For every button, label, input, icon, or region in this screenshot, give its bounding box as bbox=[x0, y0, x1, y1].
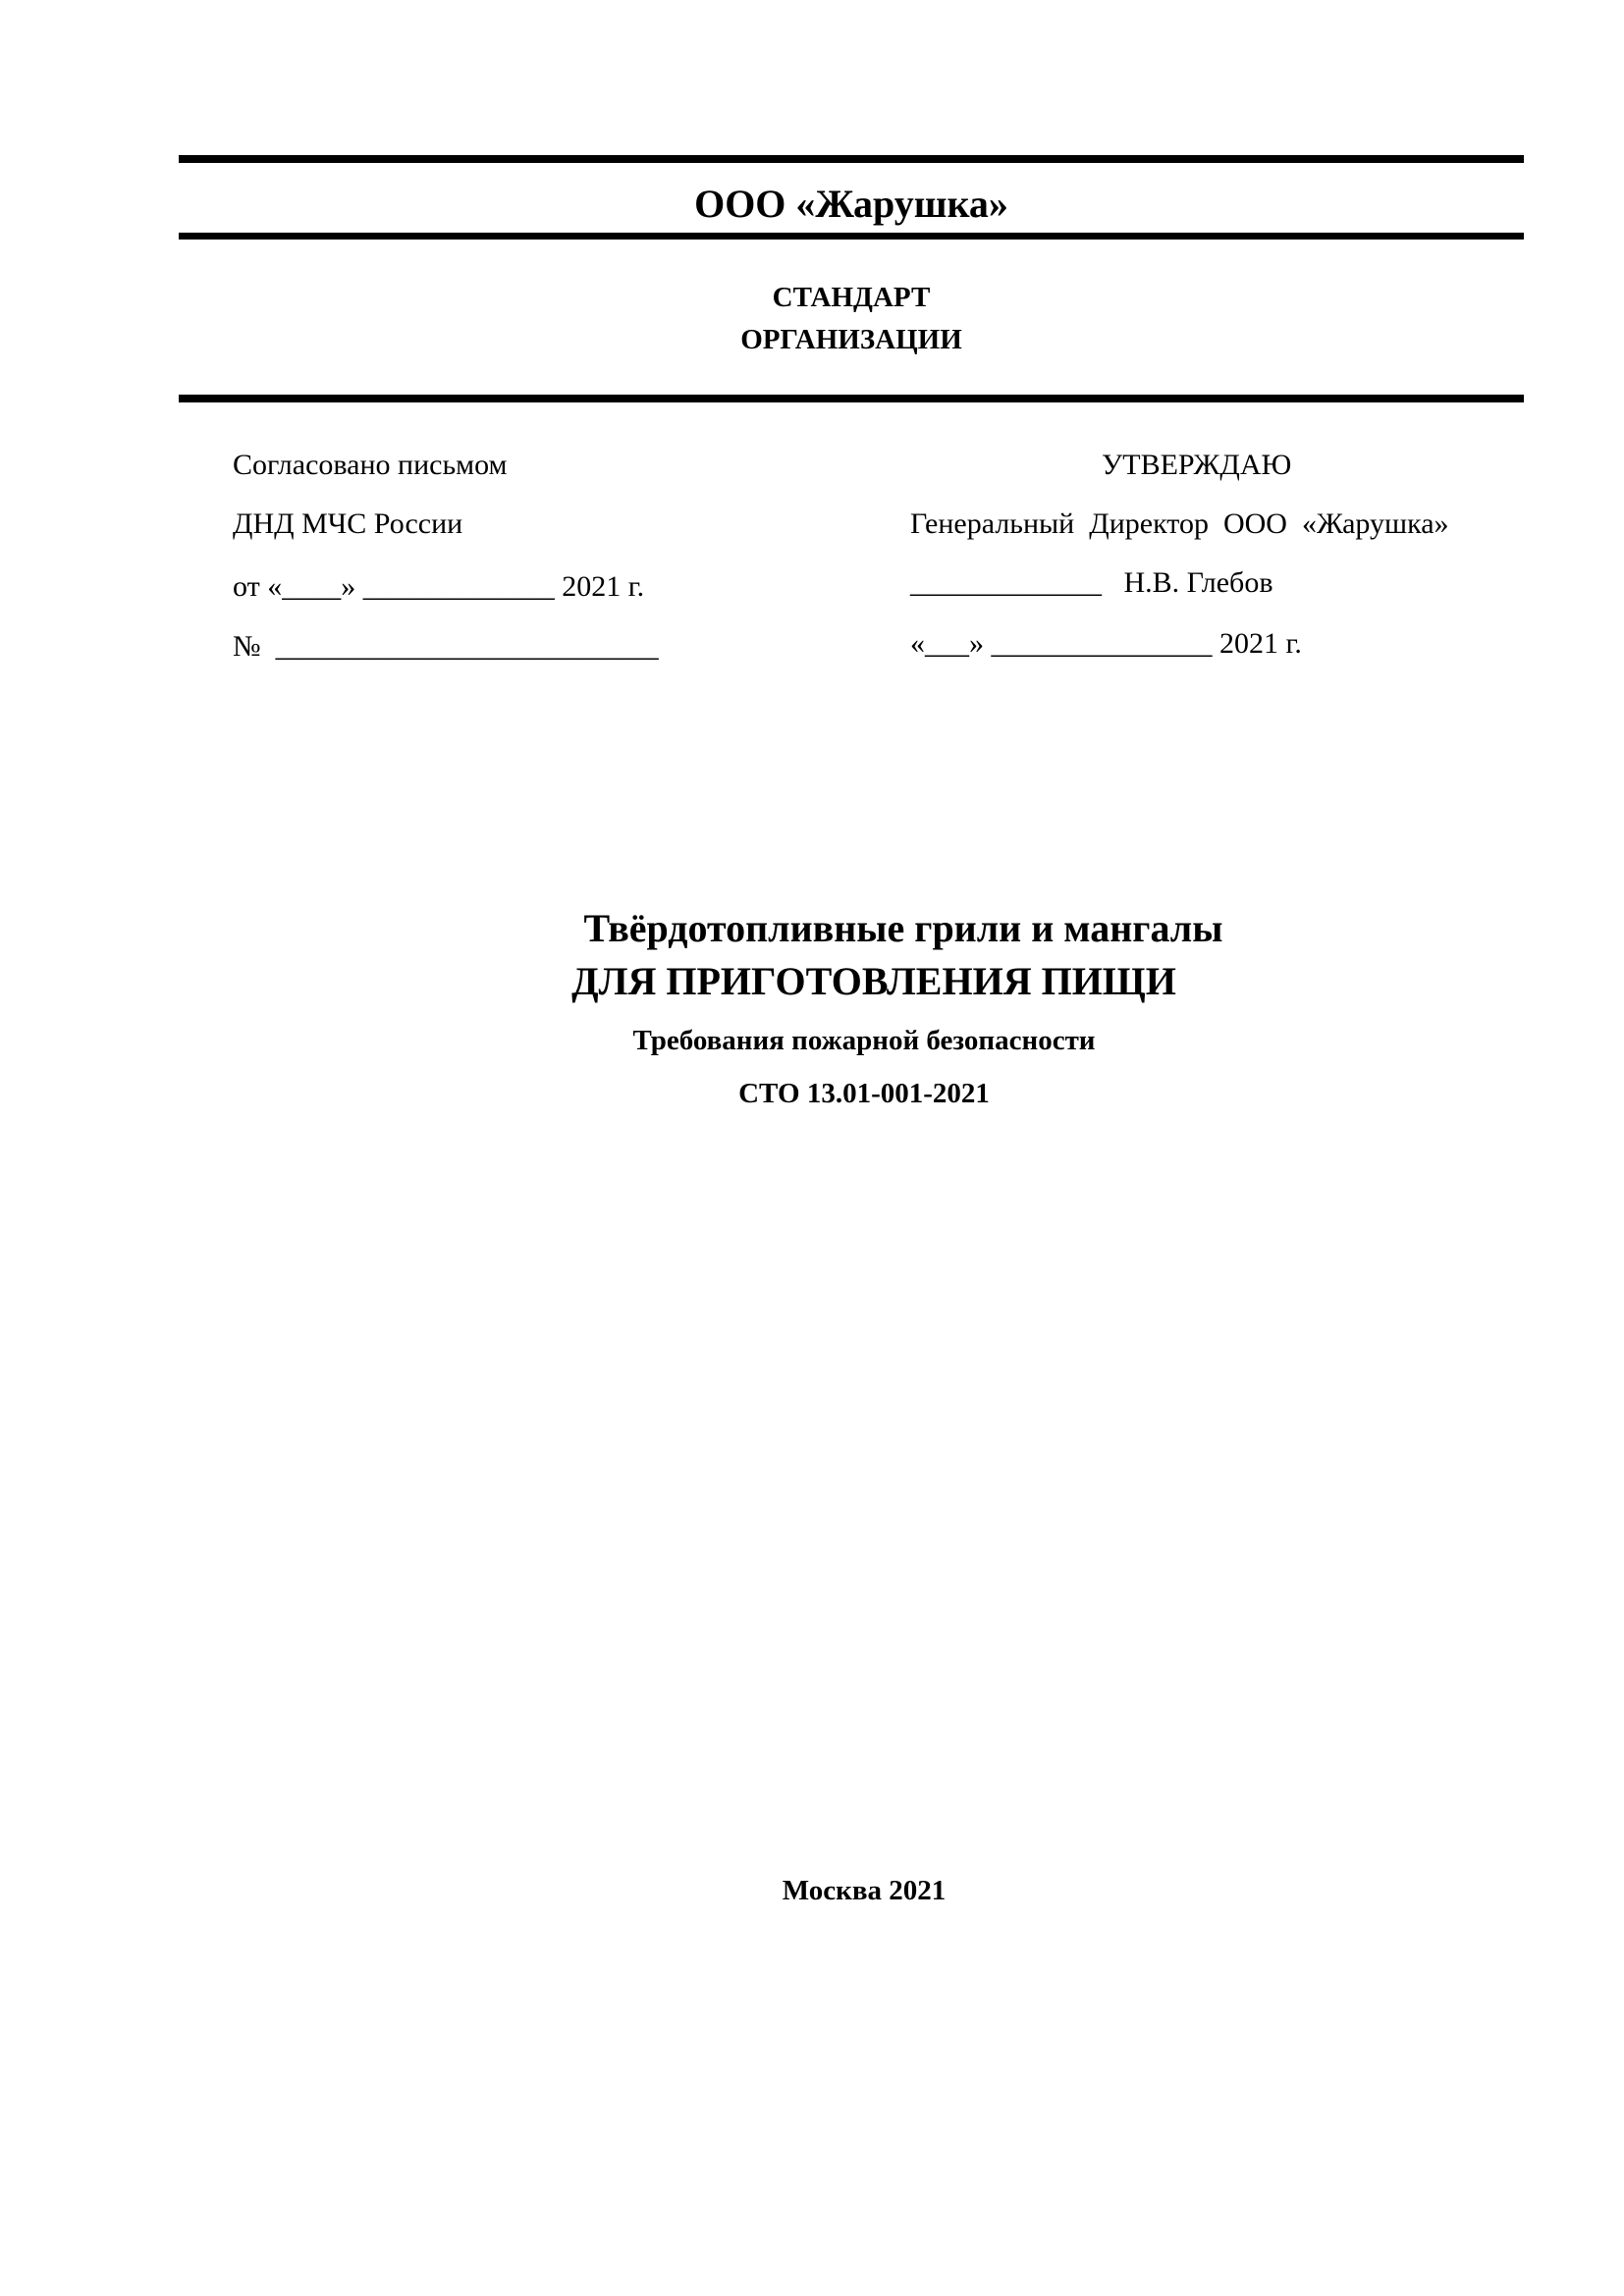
document-subtitle: Требования пожарной безопасности bbox=[632, 1025, 1096, 1056]
footer-place-year: Москва 2021 bbox=[782, 1875, 947, 1906]
agreed-date: от «____» _____________ 2021 г. bbox=[233, 570, 645, 603]
company-name: ООО «Жарушка» bbox=[694, 182, 1008, 226]
document-title-line2: ДЛЯ ПРИГОТОВЛЕНИЯ ПИЩИ bbox=[571, 959, 1176, 1003]
approve-heading: УТВЕРЖДАЮ bbox=[1102, 449, 1292, 481]
header-top-rule bbox=[179, 155, 1524, 163]
agreed-by-letter: Согласовано письмом bbox=[233, 449, 508, 481]
agreed-number: № __________________________ bbox=[233, 630, 659, 663]
header-middle-rule bbox=[179, 233, 1524, 240]
document-code: СТО 13.01-001-2021 bbox=[738, 1078, 990, 1109]
approve-date: «___» _______________ 2021 г. bbox=[910, 627, 1302, 660]
doc-type-line1: СТАНДАРТ bbox=[772, 282, 931, 313]
doc-type-line2: ОРГАНИЗАЦИИ bbox=[740, 324, 962, 355]
approver-signature-line: _____________ Н.В. Глебов bbox=[910, 566, 1273, 599]
approver-position: Генеральный Директор ООО «Жарушка» bbox=[910, 507, 1449, 540]
header-bottom-rule bbox=[179, 395, 1524, 402]
document-title-line1: Твёрдотопливные грили и мангалы bbox=[583, 906, 1223, 950]
agreed-by-authority: ДНД МЧС России bbox=[233, 507, 463, 540]
